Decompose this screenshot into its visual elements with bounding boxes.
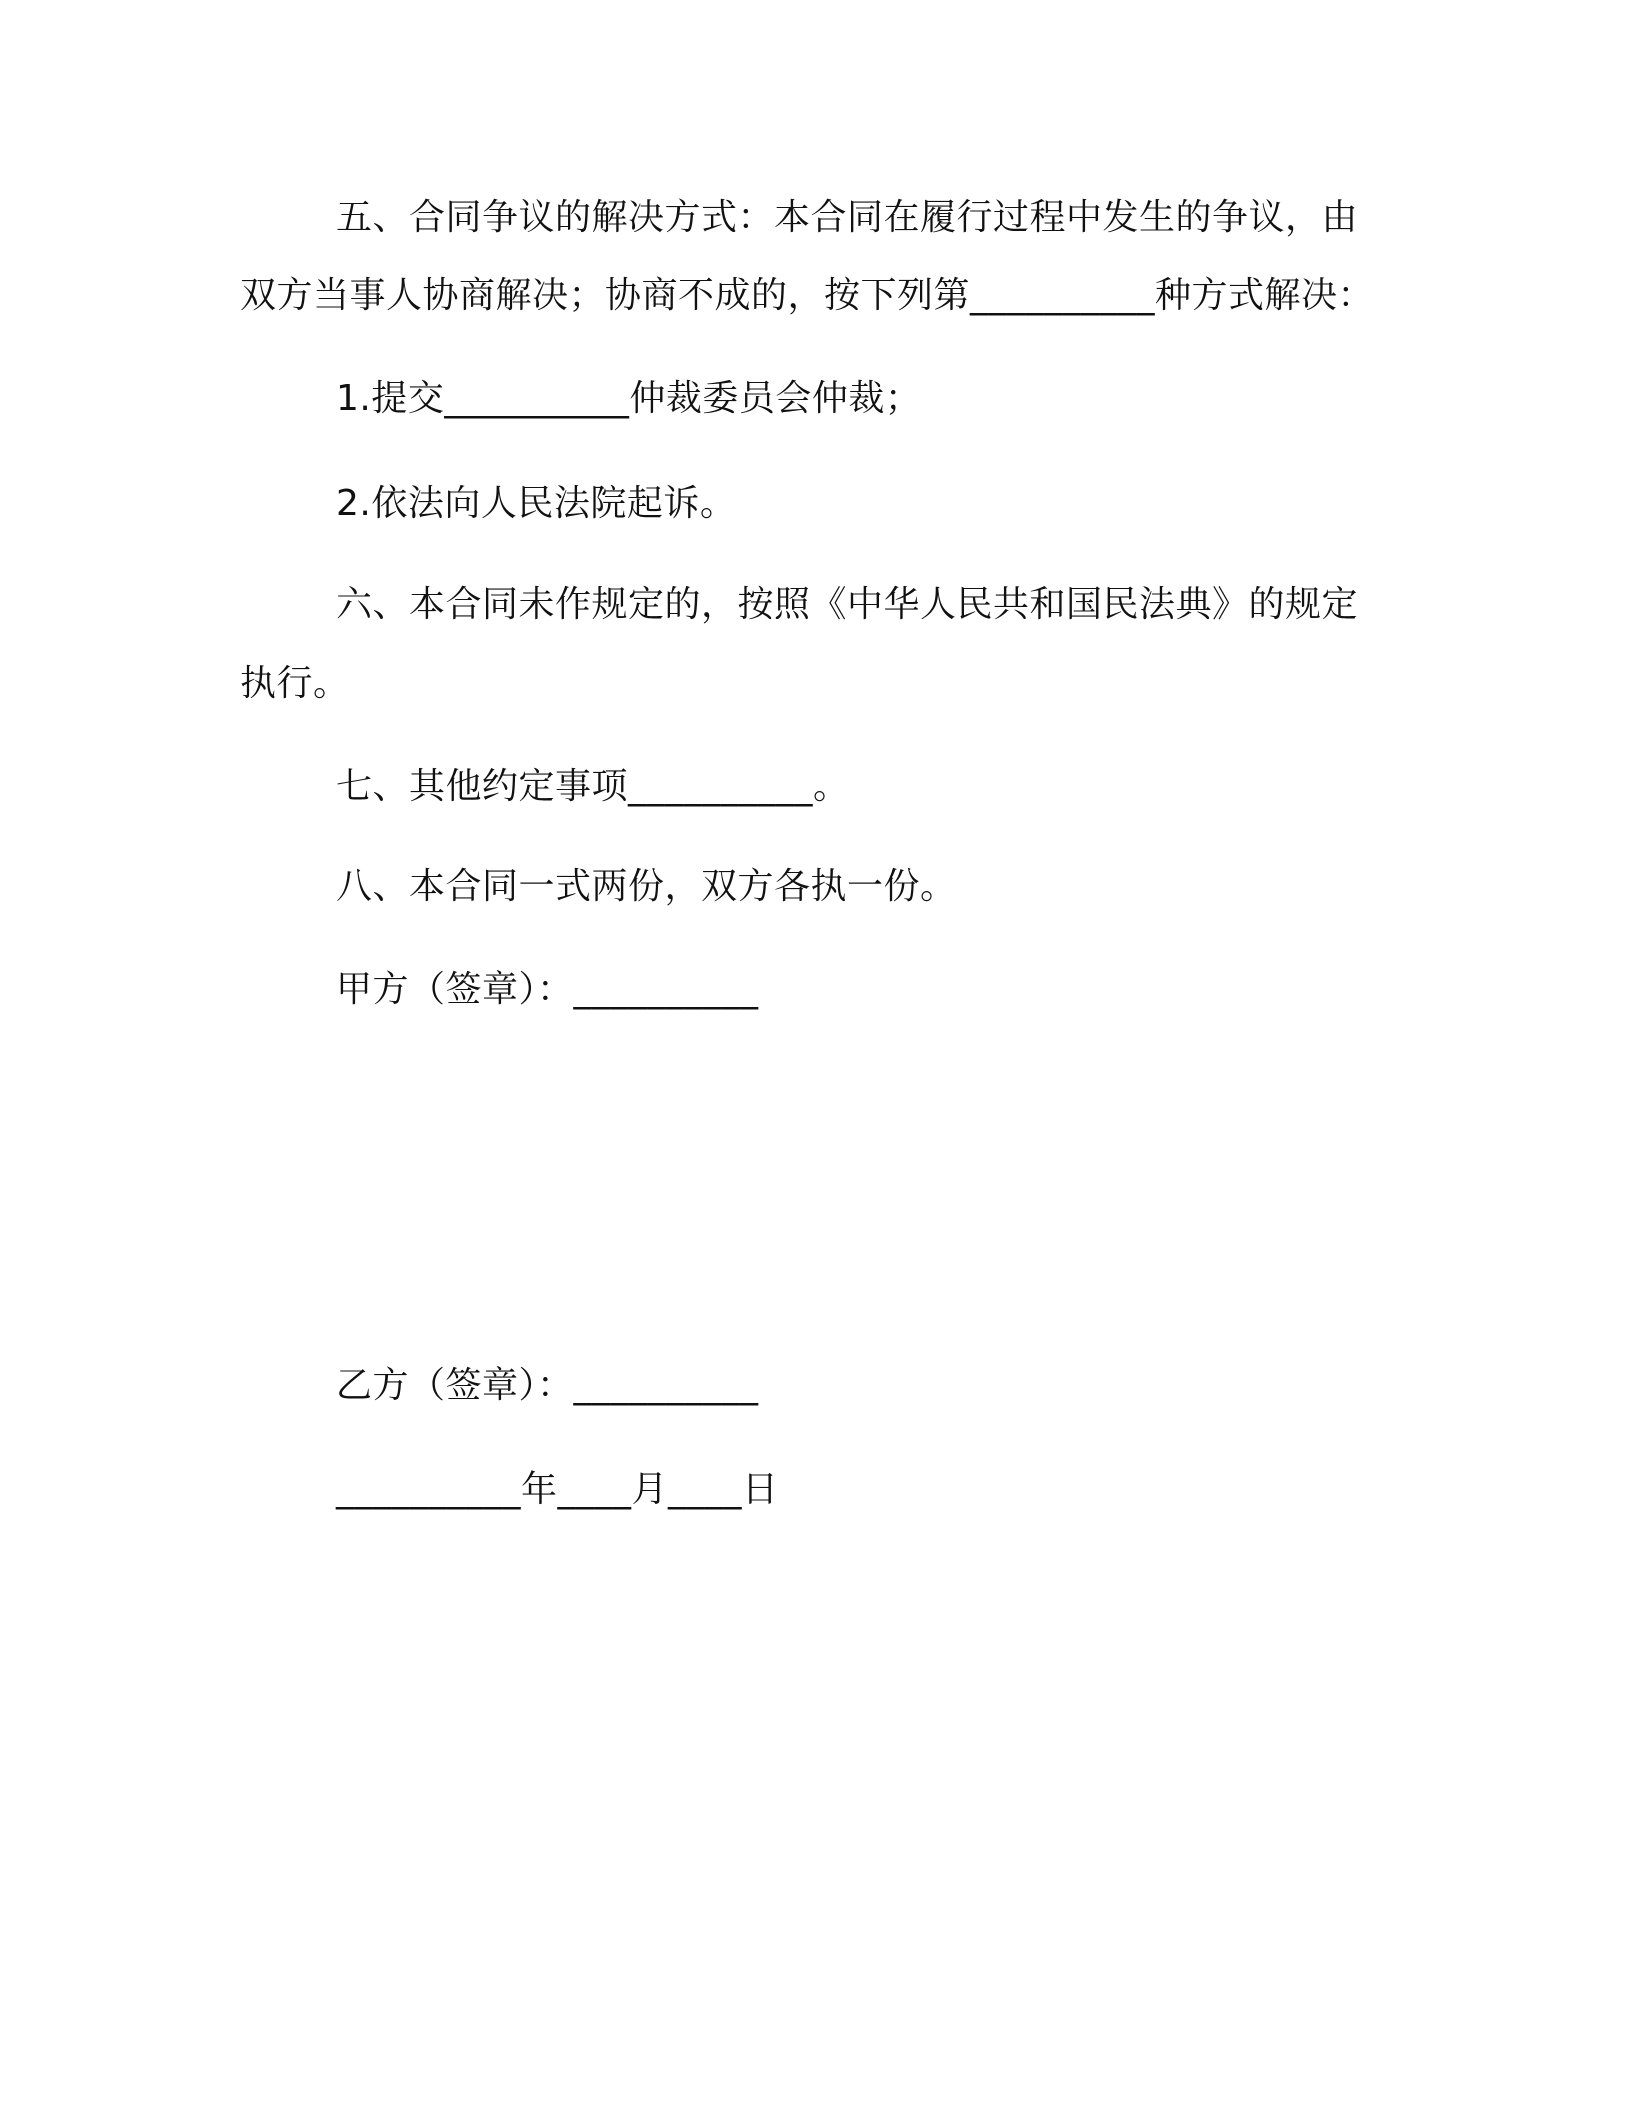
clause-6-line-1: 六、本合同未作规定的，按照《中华人民共和国民法典》的规定 <box>336 584 1359 625</box>
party-b-signature: 乙方（签章）：__________ <box>336 1365 759 1406</box>
clause-5-line-1: 五、合同争议的解决方式：本合同在履行过程中发生的争议，由 <box>336 197 1359 238</box>
option-1-arbitration: 1.提交__________仲裁委员会仲裁； <box>336 378 922 419</box>
clause-6-line-2: 执行。 <box>240 663 350 704</box>
clause-7: 七、其他约定事项__________。 <box>336 766 850 807</box>
option-2-lawsuit: 2.依法向人民法院起诉。 <box>336 483 737 524</box>
party-a-signature: 甲方（签章）：__________ <box>336 969 759 1010</box>
clause-5-line-2: 双方当事人协商解决；协商不成的，按下列第__________种方式解决： <box>240 275 1375 316</box>
signing-date: __________年____月____日 <box>336 1469 779 1510</box>
clause-8: 八、本合同一式两份，双方各执一份。 <box>336 866 957 907</box>
